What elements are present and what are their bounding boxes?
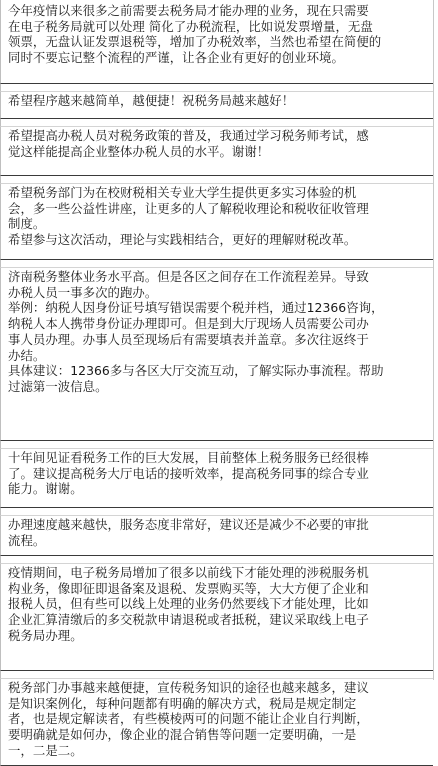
comment-line: 税务部门办事越来越便捷，宣传税务知识的途径也越来越多，建议 (8, 680, 369, 695)
comment-cell-9 (0, 679, 433, 766)
comment-line: 要明确就是如何办，像企业的混合销售等问题一定要明确，一是 (8, 727, 357, 743)
comment-cell-8 (0, 564, 433, 671)
comment-line: 纳税人本人携带身份证办理即可。但是到大厅现场人员需要公司办 (8, 316, 369, 332)
row-divider (0, 671, 433, 679)
comment-line: 疫情期间，电子税务局增加了很多以前线下才能处理的涉税服务机 (8, 565, 369, 580)
comment-line: 会，多一些公益性讲座，让更多的人了解税收理论和税收征收管理 (8, 200, 369, 216)
comment-line: 者，也是规定解读者，有些模棱两可的问题不能让企业自行判断， (8, 711, 369, 727)
comment-line: 觉这样能提高企业整体办税人员的水平。谢谢！ (8, 143, 270, 159)
comment-cell-2 (0, 92, 433, 119)
comment-line: 能力。谢谢。 (8, 481, 83, 497)
row-divider (0, 441, 433, 449)
row-divider (0, 176, 433, 184)
row-divider (0, 260, 433, 268)
comment-line: 希望税务部门为在校财税相关专业大学生提供更多实习体验的机 (8, 185, 357, 200)
row-divider (0, 119, 433, 127)
comment-line: 办结。 (8, 347, 46, 363)
comment-line: 一，二是二。 (8, 742, 83, 758)
comment-line: 了。建议提高税务大厅电话的接听效率，提高税务同事的综合专业 (8, 465, 369, 481)
comment-line: 制度。 (8, 216, 46, 232)
comment-line: 希望参与这次活动，理论与实践相结合，更好的理解财税改革。 (8, 232, 357, 248)
comment-line: 举例：纳税人因身份证号填写错误需要个税并档，通过12366咨询， (8, 300, 384, 316)
comment-line: 具体建议：12366多与各区大厅交流互动，了解实际办事流程。帮助 (8, 363, 384, 379)
comment-line: 同时不要忘记整个流程的严谨，让各企业有更好的创业环境。 (8, 50, 344, 66)
comment-line: 事人员办理。办事人员至现场后有需要填表并盖章。多次往返终于 (8, 331, 369, 347)
comment-line: 报税人员，但有些可以线上处理的业务仍然要线下才能处理，比如 (8, 596, 369, 612)
comment-line: 流程。 (8, 532, 46, 548)
comment-cell-7 (0, 516, 433, 556)
comment-line: 领票，无盘认证发票退税等，增加了办税效率，当然也希望在简便的 (8, 34, 382, 50)
comment-cell-1 (0, 0, 433, 84)
comment-line: 济南税务整体业务水平高。但是各区之间存在工作流程差异。导致 (8, 269, 369, 284)
comment-cell-6 (0, 449, 433, 508)
comment-line: 希望提高办税人员对税务政策的普及，我通过学习税务师考试，感 (8, 128, 369, 143)
comment-line: 税务局办理。 (8, 627, 83, 643)
comment-line: 办税人员一事多次的跑办。 (8, 284, 158, 300)
comment-line: 是知识案例化，每种问题都有明确的解决方式，税局是规定制定 (8, 695, 357, 711)
comment-line: 办理速度越来越快，服务态度非常好，建议还是减少不必要的审批 (8, 517, 369, 532)
sheet-right-margin (434, 0, 438, 680)
comment-line: 希望程序越来越简单，越便捷！祝税务局越来越好！ (8, 93, 295, 108)
comment-line: 企业汇算清缴后的多交税款申请退税或者抵税，建议采取线上电子 (8, 612, 369, 628)
comment-line: 在电子税务局就可以处理 简化了办税流程，比如说发票增量，无盘 (8, 18, 373, 34)
comment-line: 过滤第一波信息。 (8, 378, 108, 394)
comment-cell-3 (0, 127, 433, 176)
row-divider (0, 84, 433, 92)
comment-cell-4 (0, 184, 433, 260)
comment-line: 十年间见证看税务工作的巨大发展，目前整体上税务服务已经很棒 (8, 450, 369, 465)
comment-line: 今年疫情以来很多之前需要去税务局才能办理的业务，现在只需要 (8, 3, 369, 18)
row-divider (0, 556, 433, 564)
comment-line: 构业务，像即征即退备案及退税、发票购买等，大大方便了企业和 (8, 580, 369, 596)
row-divider (0, 508, 433, 516)
comment-cell-5 (0, 268, 433, 441)
